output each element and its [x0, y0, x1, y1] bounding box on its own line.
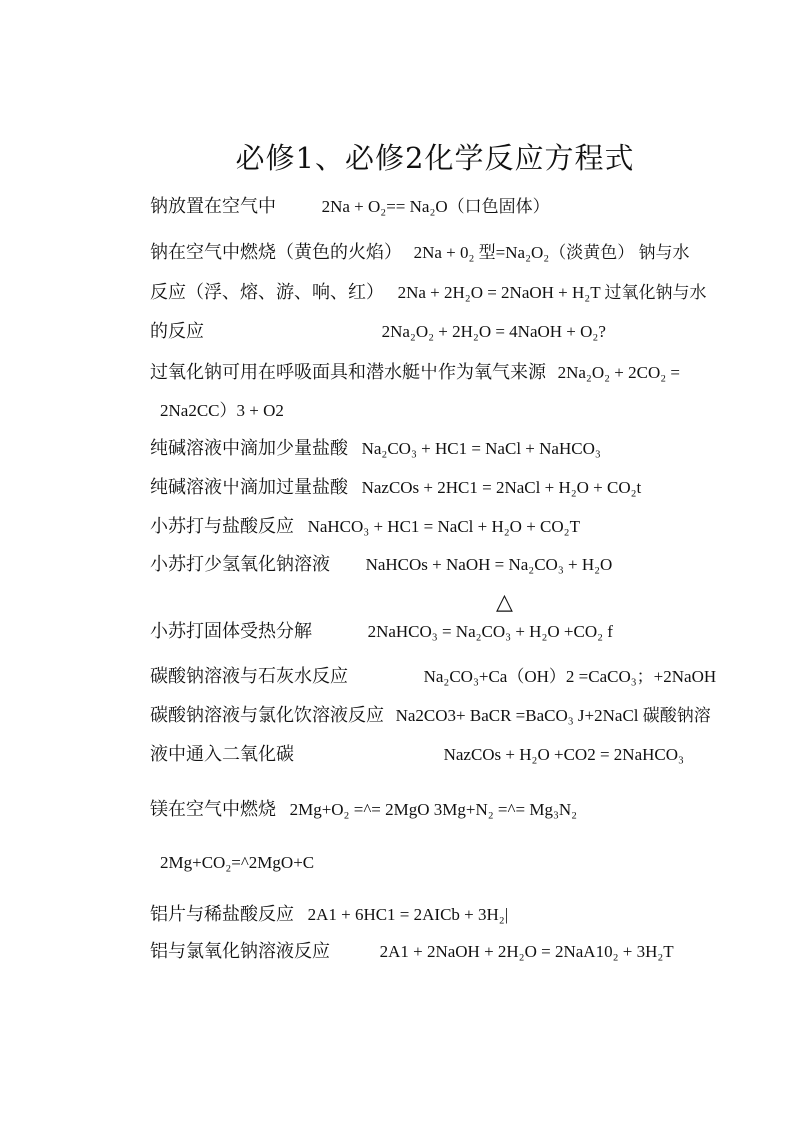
reaction-description: 反应（浮、熔、游、响、红）	[150, 282, 384, 303]
reaction-description: 钠放置在空气中	[150, 196, 276, 217]
reaction-equation: Na2CO3+ BaCR =BaCO₃ J+2NaCl 碳酸钠溶	[395, 706, 711, 725]
equation-line	[150, 317, 606, 343]
equation-line	[150, 550, 612, 576]
equation-line	[150, 434, 601, 460]
reaction-description: 液中通入二氧化碳	[150, 744, 294, 765]
reaction-description: 碳酸钠溶液与石灰水反应	[150, 666, 348, 687]
equation-line	[150, 900, 508, 926]
reaction-equation: 2Mg+O₂ =^= 2MgO 3Mg+N₂ =^= Mg₃N₂	[289, 800, 578, 819]
reaction-description: 过氧化钠可用在呼吸面具和潜水艇屮作为氧气来源	[150, 362, 546, 383]
equation-line	[150, 238, 689, 264]
reaction-equation: NazCOs + H₂O +CO2 = 2NaHCO₃	[443, 745, 684, 764]
equation-line	[150, 278, 707, 304]
reaction-equation: 2A1 + 6HC1 = 2AICb + 3H₂|	[307, 905, 509, 924]
reaction-description: 铝与氯氧化钠溶液反应	[150, 941, 330, 962]
equation-line	[150, 512, 580, 538]
equation-line	[150, 795, 577, 821]
equation-line	[160, 853, 314, 873]
reaction-equation: 2Na + 2H₂O = 2NaOH + H₂T 过氧化钠与水	[397, 283, 707, 302]
page-title: 必修1、必修2化学反应方程式	[235, 141, 635, 175]
reaction-description: 纯碱溶液中滴加少量盐酸	[150, 438, 348, 459]
equation-line	[150, 740, 684, 766]
reaction-equation: NaHCOs + NaOH = Na₂CO₃ + H₂O	[365, 555, 613, 574]
reaction-equation: 2A1 + 2NaOH + 2H₂O = 2NaA10₂ + 3H₂T	[379, 942, 674, 961]
equation-line	[160, 396, 284, 421]
equation-line	[150, 617, 613, 643]
reaction-description: 小苏打少氢氧化钠溶液	[150, 554, 330, 575]
equation-line	[150, 358, 680, 384]
reaction-description: 小苏打与盐酸反应	[150, 516, 294, 537]
reaction-description: 铝片与稀盐酸反应	[150, 904, 294, 925]
reaction-equation: 2Na + 0₂ 型=Na₂O₂（淡黄色） 钠与水	[413, 243, 690, 262]
equation-line	[150, 473, 641, 499]
reaction-equation: 2Na + O₂== Na₂O（口色固体）	[321, 197, 550, 216]
reaction-equation: Na₂CO₃+Ca（OH）2 =CaCO₃；+2NaOH	[423, 667, 717, 686]
equation-line	[150, 192, 550, 218]
reaction-equation: NazCOs + 2HC1 = 2NaCl + H₂O + CO₂t	[361, 478, 642, 497]
reaction-description: 小苏打固体受热分解	[150, 621, 312, 642]
reaction-equation: 2Na₂O₂ + 2CO₂ =	[557, 363, 680, 382]
reaction-equation: 2Na₂O₂ + 2H₂O = 4NaOH + O₂?	[381, 322, 606, 341]
reaction-equation: 2Na2CC）3 + O2	[160, 401, 284, 420]
reaction-description: 镁在空气中燃烧	[150, 799, 276, 820]
equation-line	[150, 937, 674, 963]
reaction-description: 纯碱溶液屮滴加过量盐酸	[150, 477, 348, 498]
reaction-description: 碳酸钠溶液与氯化饮溶液反应	[150, 705, 384, 726]
reaction-equation: NaHCO₃ + HC1 = NaCl + H₂O + CO₂T	[307, 517, 580, 536]
reaction-description: 钠在空气中燃烧（黄色的火焰）	[150, 242, 402, 263]
equation-line	[150, 662, 716, 688]
heating-triangle-icon: △	[496, 590, 513, 615]
reaction-description: 的反应	[150, 321, 204, 342]
equation-line	[150, 701, 711, 727]
reaction-equation: 2Mg+CO₂=^2MgO+C	[160, 853, 315, 872]
reaction-equation: Na₂CO₃ + HC1 = NaCl + NaHCO₃	[361, 439, 601, 458]
reaction-equation: 2NaHCO₃ = Na₂CO₃ + H₂O +CO₂ f	[367, 622, 613, 641]
